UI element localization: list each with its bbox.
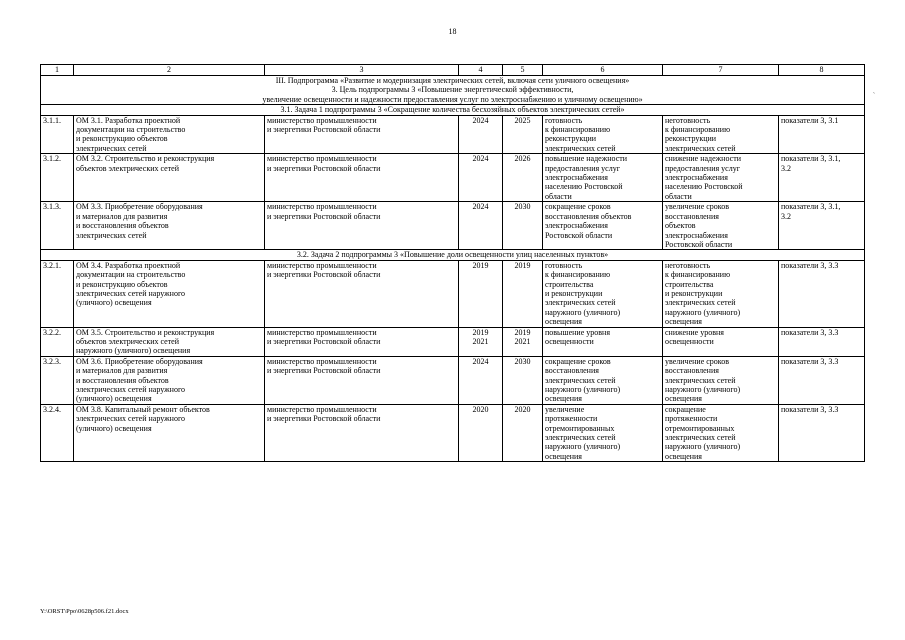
column-number-5: 5 (503, 65, 543, 76)
non-implementation-consequence-line: электроснабжения (665, 230, 728, 240)
measure-name-line: ОМ 3.3. Приобретение оборудования (76, 202, 203, 212)
expected-result (543, 404, 663, 461)
expected-result-line: освещенности (545, 336, 594, 346)
expected-result-line: населению Ростовской (545, 182, 623, 192)
measure-end-year (503, 202, 543, 250)
non-implementation-consequence-line: строительства (665, 279, 714, 289)
related-indicators (779, 154, 865, 202)
measure-row (41, 115, 865, 154)
measure-executor (265, 154, 459, 202)
related-indicators-line: показатели 3, 3.3 (781, 356, 839, 366)
expected-result-line: освещения (545, 317, 582, 327)
measure-start-year (459, 154, 503, 202)
expected-result-line: Ростовской области (545, 230, 613, 240)
expected-result-line: к финансированию (545, 125, 611, 135)
measure-name-line: и восстановления объектов (76, 375, 169, 385)
non-implementation-consequence-line: электрических сетей (665, 298, 736, 308)
measure-name-line: электрических сетей наружного (76, 288, 186, 298)
measure-name-line: и материалов для развития (76, 366, 168, 376)
measure-end-year-line: 2025 (514, 115, 531, 125)
measure-name (74, 327, 265, 356)
measure-name-line: и материалов для развития (76, 211, 168, 221)
measure-executor-line: и энергетики Ростовской области (267, 211, 381, 221)
measure-name (74, 115, 265, 154)
measure-start-year (459, 404, 503, 461)
measure-name (74, 404, 265, 461)
non-implementation-consequence-line: наружного (уличного) (665, 385, 741, 394)
task-heading: 3.2. Задача 2 подпрограммы 3 «Повышение доли освещенности улиц населенных пунктов» (41, 250, 865, 260)
related-indicators-line: показатели 3, 3.3 (781, 327, 839, 337)
measure-executor-line: и энергетики Ростовской области (267, 336, 381, 346)
non-implementation-consequence-line: снижение надежности (665, 154, 741, 164)
measure-number: 3.2.2. (41, 327, 74, 356)
non-implementation-consequence-line: электрических сетей (665, 375, 736, 385)
non-implementation-consequence-line: электрических сетей (665, 143, 736, 153)
measure-executor-line: и энергетики Ростовской области (267, 414, 381, 424)
expected-result-line: электрических сетей (545, 298, 616, 308)
measure-name-line: ОМ 3.2. Строительство и реконструкция (76, 154, 215, 164)
non-implementation-consequence-line: неготовность (665, 260, 711, 270)
measure-executor-line: министерство промышленности (267, 154, 377, 164)
measure-start-year-line: 2024 (472, 356, 489, 366)
measures-table (40, 64, 865, 462)
expected-result (543, 115, 663, 154)
measure-executor (265, 356, 459, 404)
measure-name (74, 154, 265, 202)
measure-start-year-line: 2024 (472, 115, 489, 125)
measure-name-line: документации на строительство (76, 125, 186, 135)
measure-name-line: ОМ 3.6. Приобретение оборудования (76, 356, 203, 366)
page-number: 18 (448, 27, 457, 36)
measure-number: 3.1.2. (41, 154, 74, 202)
column-number-2: 2 (74, 65, 265, 76)
expected-result-line: сокращение сроков (545, 202, 611, 212)
measure-row (41, 356, 865, 404)
measure-end-year-line: 2020 (514, 404, 531, 414)
measure-start-year (459, 115, 503, 154)
expected-result-line: готовность (545, 260, 583, 270)
non-implementation-consequence-line: отремонтированных (665, 423, 735, 433)
measure-executor (265, 260, 459, 327)
measure-executor-line: министерство промышленности (267, 327, 377, 337)
measure-row (41, 327, 865, 356)
measure-executor-line: и энергетики Ростовской области (267, 270, 381, 280)
expected-result-line: электрических сетей (545, 433, 616, 443)
expected-result-line: наружного (уличного) (545, 385, 621, 394)
measure-start-year-line: 2024 (472, 154, 489, 164)
file-path-footer: Y:\ORST\Ppo\0628p506.f21.docx (40, 608, 129, 615)
non-implementation-consequence-line: объектов (665, 221, 696, 231)
non-implementation-consequence-line: наружного (уличного) (665, 307, 741, 317)
subprogram-title-line: увеличение освещенности и надежности предоставления услуг по электроснабжению и уличному освещению» (262, 94, 643, 104)
non-implementation-consequence-line: реконструкции (665, 134, 717, 144)
expected-result-line: к финансированию (545, 270, 611, 280)
measure-name-line: документации на строительство (76, 270, 186, 280)
non-implementation-consequence-line: восстановления (665, 366, 719, 376)
expected-result-line: отремонтированных (545, 423, 615, 433)
measure-executor-line: и энергетики Ростовской области (267, 366, 381, 376)
measure-start-year-line: 2021 (472, 336, 489, 346)
measure-number: 3.1.3. (41, 202, 74, 250)
related-indicators-line: показатели 3, 3.1, (781, 154, 841, 164)
measure-end-year (503, 154, 543, 202)
related-indicators (779, 356, 865, 404)
expected-result-line: и реконструкции (545, 288, 603, 298)
related-indicators-line: 3.2 (781, 163, 791, 173)
measure-start-year (459, 356, 503, 404)
measure-start-year (459, 202, 503, 250)
non-implementation-consequence (663, 115, 779, 154)
measure-start-year-line: 2024 (472, 202, 489, 212)
measure-executor-line: министерство промышленности (267, 260, 377, 270)
expected-result-line: повышение надежности (545, 154, 628, 164)
measure-executor (265, 404, 459, 461)
non-implementation-consequence-line: освещения (665, 317, 702, 327)
measure-row (41, 260, 865, 327)
measure-name-line: и реконструкцию объектов (76, 134, 168, 144)
expected-result-line: области (545, 191, 572, 201)
subprogram-title-line: 3. Цель подпрограммы 3 «Повышение энергетической эффективности, (331, 85, 574, 95)
related-indicators (779, 115, 865, 154)
expected-result (543, 327, 663, 356)
non-implementation-consequence-line: снижение уровня (665, 327, 724, 337)
expected-result-line: реконструкции (545, 134, 597, 144)
measure-executor-line: и энергетики Ростовской области (267, 163, 381, 173)
measure-row (41, 154, 865, 202)
expected-result-line: освещения (545, 394, 582, 404)
expected-result (543, 154, 663, 202)
measure-start-year-line: 2020 (472, 404, 489, 414)
measure-end-year (503, 356, 543, 404)
non-implementation-consequence-line: области (665, 191, 692, 201)
measure-name-line: электрических сетей наружного (76, 414, 186, 424)
measure-name-line: (уличного) освещения (76, 298, 152, 308)
measure-name-line: объектов электрических сетей (76, 336, 180, 346)
measure-end-year (503, 260, 543, 327)
measure-name-line: объектов электрических сетей (76, 163, 180, 173)
expected-result-line: электроснабжения (545, 221, 608, 231)
column-number-1: 1 (41, 65, 74, 76)
measure-executor (265, 115, 459, 154)
measure-name-line: ОМ 3.1. Разработка проектной (76, 115, 181, 125)
non-implementation-consequence (663, 327, 779, 356)
measure-name-line: ОМ 3.8. Капитальный ремонт объектов (76, 404, 210, 414)
non-implementation-consequence-line: населению Ростовской (665, 182, 743, 192)
expected-result (543, 260, 663, 327)
measure-name (74, 202, 265, 250)
measure-executor (265, 202, 459, 250)
task-heading-row (41, 105, 865, 115)
measure-name-line: ОМ 3.4. Разработка проектной (76, 260, 181, 270)
measure-name-line: и реконструкцию объектов (76, 279, 168, 289)
non-implementation-consequence-line: к финансированию (665, 270, 731, 280)
non-implementation-consequence-line: к финансированию (665, 125, 731, 135)
column-number-7: 7 (663, 65, 779, 76)
column-number-6: 6 (543, 65, 663, 76)
column-number-3: 3 (265, 65, 459, 76)
measure-end-year (503, 404, 543, 461)
non-implementation-consequence (663, 202, 779, 250)
expected-result-line: протяженности (545, 414, 598, 424)
measure-number: 3.2.1. (41, 260, 74, 327)
related-indicators-line: показатели 3, 3.1 (781, 115, 839, 125)
measure-end-year-line: 2030 (514, 202, 531, 212)
expected-result-line: электроснабжения (545, 173, 608, 183)
non-implementation-consequence-line: увеличение сроков (665, 202, 730, 212)
measure-executor-line: министерство промышленности (267, 202, 377, 212)
related-indicators (779, 327, 865, 356)
measure-name-line: электрических сетей (76, 143, 147, 153)
subprogram-title-line: III. Подпрограмма «Развитие и модернизация электрических сетей, включая сети уличного освещения» (275, 76, 630, 85)
non-implementation-consequence-line: увеличение сроков (665, 356, 730, 366)
non-implementation-consequence-line: и реконструкции (665, 288, 723, 298)
measure-end-year-line: 2026 (514, 154, 531, 164)
non-implementation-consequence-line: наружного (уличного) (665, 442, 741, 452)
measure-end-year (503, 115, 543, 154)
non-implementation-consequence (663, 260, 779, 327)
related-indicators (779, 260, 865, 327)
non-implementation-consequence-line: неготовность (665, 115, 711, 125)
task-heading: 3.1. Задача 1 подпрограммы 3 «Сокращение количества бесхозяйных объектов электрических сетей» (41, 105, 865, 115)
measure-row (41, 202, 865, 250)
non-implementation-consequence-line: восстановления (665, 211, 719, 221)
measure-end-year-line: 2019 (514, 327, 531, 337)
non-implementation-consequence-line: освещения (665, 451, 702, 461)
measure-end-year-line: 2021 (514, 336, 531, 346)
subprogram-title-row (41, 76, 865, 105)
measure-row (41, 404, 865, 461)
task-heading-row (41, 250, 865, 260)
expected-result-line: предоставления услуг (545, 163, 620, 173)
column-number-row (41, 65, 865, 76)
non-implementation-consequence-line: сокращение (665, 404, 706, 414)
related-indicators-line: показатели 3, 3.3 (781, 404, 839, 414)
expected-result-line: восстановления (545, 366, 599, 376)
measure-end-year-line: 2030 (514, 356, 531, 366)
expected-result-line: готовность (545, 115, 583, 125)
non-implementation-consequence-line: освещения (665, 394, 702, 404)
related-indicators-line: показатели 3, 3.1, (781, 202, 841, 212)
non-implementation-consequence (663, 154, 779, 202)
measure-executor-line: и энергетики Ростовской области (267, 125, 381, 135)
measure-number: 3.1.1. (41, 115, 74, 154)
non-implementation-consequence-line: электроснабжения (665, 173, 728, 183)
measure-start-year (459, 260, 503, 327)
related-indicators-line: показатели 3, 3.3 (781, 260, 839, 270)
measure-name (74, 356, 265, 404)
subprogram-title (41, 76, 865, 105)
measure-name-line: ОМ 3.5. Строительство и реконструкция (76, 327, 215, 337)
expected-result-line: наружного (уличного) (545, 307, 621, 317)
expected-result-line: освещения (545, 451, 582, 461)
measure-name-line: и восстановления объектов (76, 221, 169, 231)
non-implementation-consequence-line: протяженности (665, 414, 718, 424)
measure-name-line: (уличного) освещения (76, 394, 152, 404)
measure-name-line: электрических сетей (76, 230, 147, 240)
measure-end-year-line: 2019 (514, 260, 531, 270)
non-implementation-consequence (663, 404, 779, 461)
related-indicators-line: 3.2 (781, 211, 791, 221)
expected-result-line: увеличение (545, 404, 585, 414)
expected-result (543, 202, 663, 250)
expected-result (543, 356, 663, 404)
expected-result-line: восстановления объектов (545, 211, 632, 221)
expected-result-line: сокращение сроков (545, 356, 611, 366)
column-number-8: 8 (779, 65, 865, 76)
measure-number: 3.2.3. (41, 356, 74, 404)
non-implementation-consequence (663, 356, 779, 404)
measure-start-year (459, 327, 503, 356)
expected-result-line: повышение уровня (545, 327, 610, 337)
measure-name-line: (уличного) освещения (76, 423, 152, 433)
expected-result-line: электрических сетей (545, 143, 616, 153)
measure-start-year-line: 2019 (472, 327, 489, 337)
measure-executor (265, 327, 459, 356)
expected-result-line: строительства (545, 279, 594, 289)
expected-result-line: наружного (уличного) (545, 442, 621, 452)
non-implementation-consequence-line: Ростовской области (665, 239, 733, 249)
related-indicators (779, 404, 865, 461)
measure-start-year-line: 2019 (472, 260, 489, 270)
related-indicators (779, 202, 865, 250)
column-number-4: 4 (459, 65, 503, 76)
measure-executor-line: министерство промышленности (267, 404, 377, 414)
measure-end-year (503, 327, 543, 356)
measure-executor-line: министерство промышленности (267, 115, 377, 125)
expected-result-line: электрических сетей (545, 375, 616, 385)
non-implementation-consequence-line: предоставления услуг (665, 163, 740, 173)
measure-name (74, 260, 265, 327)
non-implementation-consequence-line: освещенности (665, 336, 714, 346)
non-implementation-consequence-line: электрических сетей (665, 433, 736, 443)
measure-executor-line: министерство промышленности (267, 356, 377, 366)
margin-mark: ˏ (873, 88, 875, 94)
measure-name-line: электрических сетей наружного (76, 385, 186, 394)
measure-name-line: наружного (уличного) освещения (76, 346, 191, 356)
measure-number: 3.2.4. (41, 404, 74, 461)
